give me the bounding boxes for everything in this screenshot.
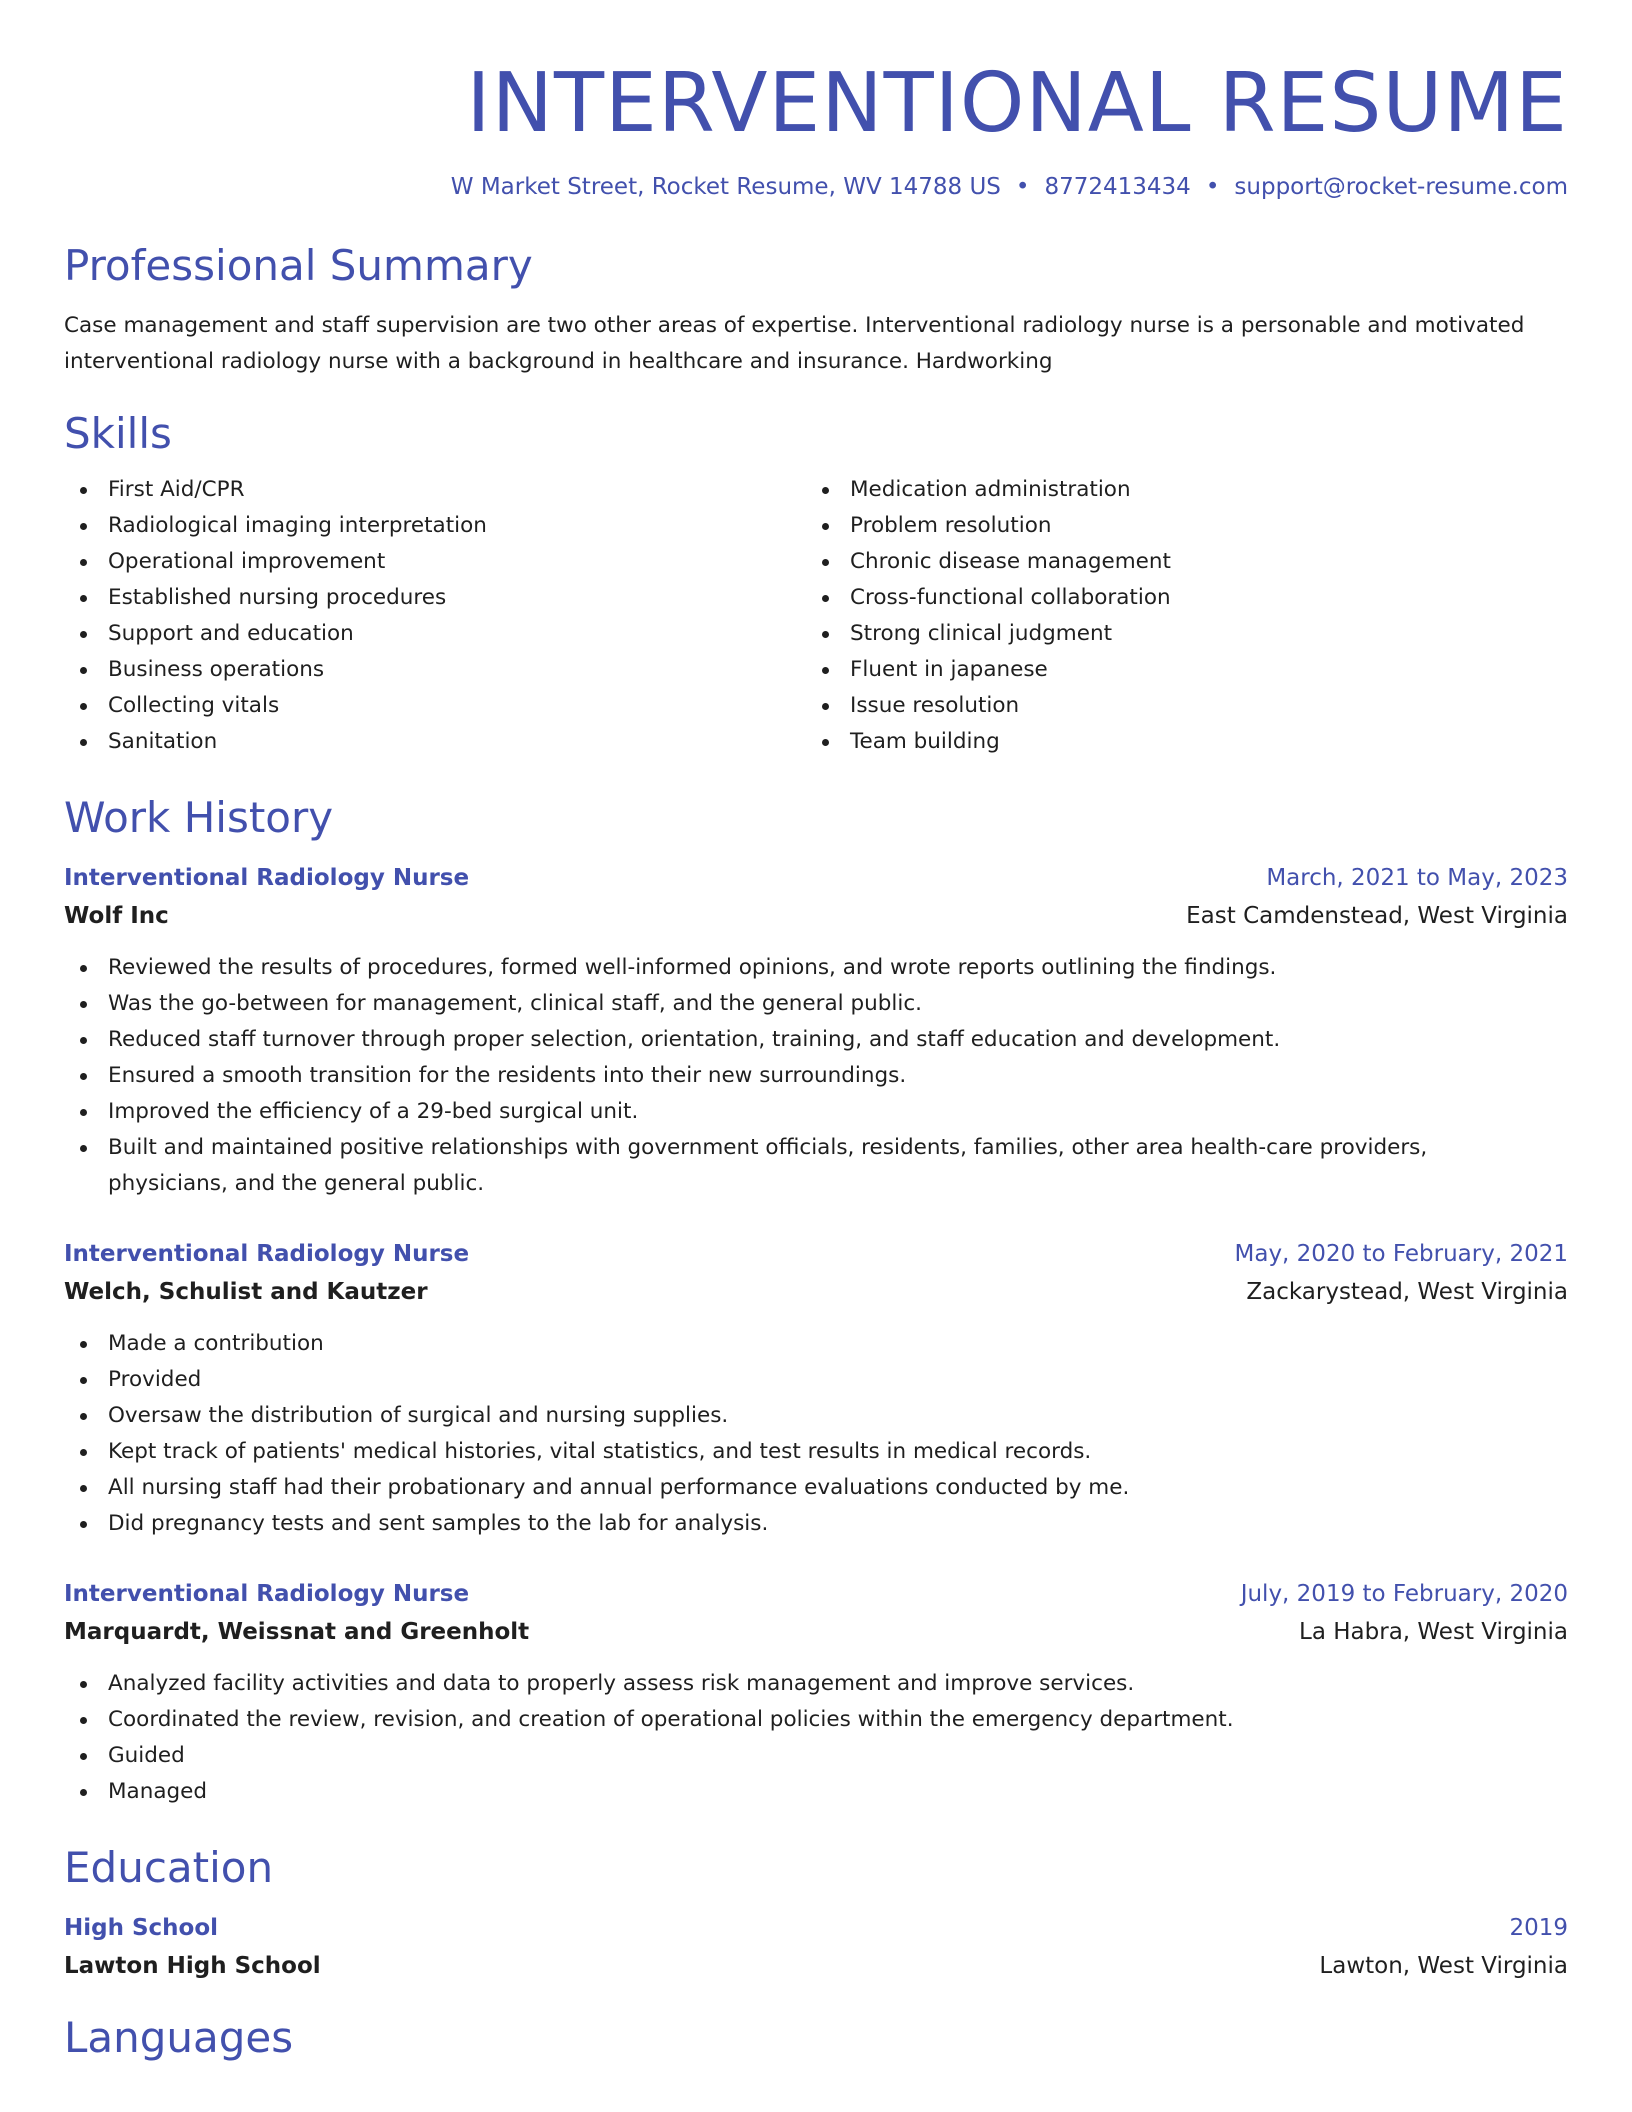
skills-column-right xyxy=(806,472,1548,760)
job-dates: March, 2021 to May, 2023 xyxy=(1266,865,1568,891)
job-bullet: Built and maintained positive relationships with government officials, residents, families, other area health-care providers, physicians, and the general public. xyxy=(64,1130,1544,1202)
job-bullet: Ensured a smooth transition for the residents into their new surroundings. xyxy=(64,1058,1544,1094)
job-bullet: Analyzed facility activities and data to properly assess risk management and improve services. xyxy=(64,1666,1544,1702)
job-dates: July, 2019 to February, 2020 xyxy=(1240,1581,1568,1607)
resume-name: INTERVENTIONAL RESUME xyxy=(466,56,1568,151)
contact-separator: • xyxy=(1205,174,1220,200)
contact-separator: • xyxy=(1015,174,1030,200)
contact-line xyxy=(64,174,1568,200)
job-title: Interventional Radiology Nurse xyxy=(64,1241,470,1267)
job-bullets xyxy=(64,1326,1544,1542)
work-history-heading: Work History xyxy=(64,793,334,842)
job-entry xyxy=(64,860,1568,1202)
job-location: La Habra, West Virginia xyxy=(1299,1619,1568,1645)
job-title: Interventional Radiology Nurse xyxy=(64,1581,470,1607)
skill-item: Established nursing procedures xyxy=(64,580,806,616)
job-bullet: Did pregnancy tests and sent samples to the lab for analysis. xyxy=(64,1506,1544,1542)
summary-heading: Professional Summary xyxy=(64,241,533,290)
job-company: Wolf Inc xyxy=(64,903,169,929)
education-school: Lawton High School xyxy=(64,1953,321,1979)
job-location: East Camdenstead, West Virginia xyxy=(1186,903,1568,929)
skill-item: Problem resolution xyxy=(806,508,1548,544)
job-title: Interventional Radiology Nurse xyxy=(64,865,470,891)
skill-item: Fluent in japanese xyxy=(806,652,1548,688)
job-bullet: All nursing staff had their probationary and annual performance evaluations conducted by me. xyxy=(64,1470,1544,1506)
education-year: 2019 xyxy=(1509,1915,1568,1941)
job-dates: May, 2020 to February, 2021 xyxy=(1234,1241,1568,1267)
skill-item: Cross-functional collaboration xyxy=(806,580,1548,616)
contact-address: W Market Street, Rocket Resume, WV 14788 US xyxy=(450,174,1001,200)
job-location: Zackarystead, West Virginia xyxy=(1246,1279,1568,1305)
job-bullet: Guided xyxy=(64,1738,1544,1774)
job-bullet: Improved the efficiency of a 29-bed surgical unit. xyxy=(64,1094,1544,1130)
job-bullet: Reviewed the results of procedures, formed well-informed opinions, and wrote reports outlining the findings. xyxy=(64,950,1544,986)
contact-email: support@rocket-resume.com xyxy=(1234,174,1568,200)
job-company: Marquardt, Weissnat and Greenholt xyxy=(64,1619,530,1645)
skill-item: Team building xyxy=(806,724,1548,760)
skills-column-left xyxy=(64,472,806,760)
job-bullet: Was the go-between for management, clinical staff, and the general public. xyxy=(64,986,1544,1022)
job-company: Welch, Schulist and Kautzer xyxy=(64,1279,428,1305)
skill-item: Collecting vitals xyxy=(64,688,806,724)
job-bullet: Managed xyxy=(64,1774,1544,1810)
skill-item: Chronic disease management xyxy=(806,544,1548,580)
job-bullet: Kept track of patients' medical histories, vital statistics, and test results in medical records. xyxy=(64,1434,1544,1470)
skills-heading: Skills xyxy=(64,409,172,458)
skill-item: Strong clinical judgment xyxy=(806,616,1548,652)
job-bullet: Coordinated the review, revision, and creation of operational policies within the emergency department. xyxy=(64,1702,1544,1738)
job-bullet: Oversaw the distribution of surgical and nursing supplies. xyxy=(64,1398,1544,1434)
job-bullet: Reduced staff turnover through proper selection, orientation, training, and staff education and development. xyxy=(64,1022,1544,1058)
job-entry xyxy=(64,1576,1568,1810)
languages-heading: Languages xyxy=(64,2013,294,2062)
skill-item: First Aid/CPR xyxy=(64,472,806,508)
education-location: Lawton, West Virginia xyxy=(1319,1953,1568,1979)
education-heading: Education xyxy=(64,1843,274,1892)
job-bullets xyxy=(64,950,1544,1202)
skill-item: Medication administration xyxy=(806,472,1548,508)
resume-header xyxy=(64,0,1568,200)
job-bullet: Provided xyxy=(64,1362,1544,1398)
skill-item: Radiological imaging interpretation xyxy=(64,508,806,544)
skill-item: Business operations xyxy=(64,652,806,688)
education-entry xyxy=(64,1910,1568,1986)
summary-text: Case management and staff supervision are two other areas of expertise. Interventional radiology nurse is a personable and motivated interventional radiology nurse with a background in healthcare and insurance. Hardworking xyxy=(64,313,1525,374)
skill-item: Support and education xyxy=(64,616,806,652)
contact-phone: 8772413434 xyxy=(1044,174,1191,200)
skills-list xyxy=(64,472,1568,760)
education-degree: High School xyxy=(64,1915,219,1941)
skill-item: Issue resolution xyxy=(806,688,1548,724)
skill-item: Operational improvement xyxy=(64,544,806,580)
job-entry xyxy=(64,1236,1568,1542)
job-bullet: Made a contribution xyxy=(64,1326,1544,1362)
job-bullets xyxy=(64,1666,1544,1810)
skill-item: Sanitation xyxy=(64,724,806,760)
